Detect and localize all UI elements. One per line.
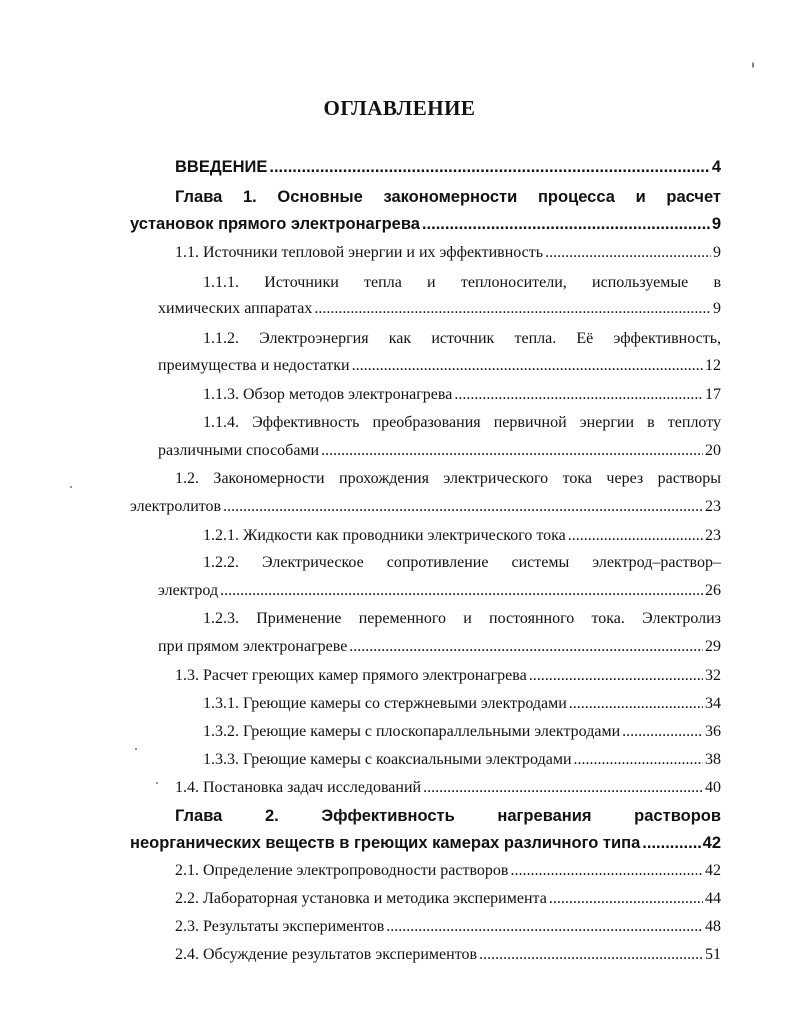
page-title: ОГЛАВЛЕНИЕ — [323, 96, 476, 120]
toc-entry-1-2-1[interactable] — [203, 525, 721, 547]
toc-entry-1-3[interactable] — [175, 665, 721, 687]
toc-entry-text: ВВЕДЕНИЕ — [175, 158, 268, 176]
dot-leader — [386, 916, 703, 938]
toc-entry-2-3[interactable] — [175, 916, 721, 938]
toc-entry-text: 1.3.1. Греющие камеры со стержневыми электродами — [203, 695, 567, 712]
toc-entry-2-1[interactable] — [175, 860, 721, 882]
toc-entry-text: электрод — [158, 582, 219, 599]
dot-leader — [269, 156, 709, 178]
toc-entry-text: неорганических веществ в греющих камерах различного типа — [130, 834, 641, 852]
toc-page-number: 23 — [705, 498, 721, 515]
toc-page-number: 40 — [705, 779, 721, 796]
dot-leader — [622, 721, 703, 743]
toc-page-number: 26 — [705, 582, 721, 599]
toc-entry-text: электролитов — [130, 498, 222, 515]
toc-entry-text: 1.1.3. Обзор методов электронагрева — [203, 386, 453, 403]
toc-entry-1-4[interactable] — [175, 777, 721, 799]
toc-entry-text: 2.3. Результаты экспериментов — [175, 918, 385, 935]
dot-leader — [545, 242, 711, 264]
dot-leader — [529, 665, 703, 687]
toc-entry-1-3-1[interactable] — [203, 693, 721, 715]
toc-entry-heading: 1.1.2. Электроэнергия как источник тепла. Её эффективность, — [203, 330, 721, 347]
toc-page-number: 48 — [705, 918, 721, 935]
toc-entry-1-1-3[interactable] — [203, 384, 721, 406]
toc-entry-1-3-3[interactable] — [203, 749, 721, 771]
toc-page-number: 29 — [705, 638, 721, 655]
dot-leader — [479, 944, 703, 966]
toc-page-number: 34 — [705, 695, 721, 712]
toc-entry-1-1-2[interactable] — [158, 355, 721, 377]
dot-leader — [422, 213, 710, 235]
toc-page-number: 9 — [713, 244, 721, 261]
dot-leader — [454, 384, 703, 406]
toc-entry-text: различными способами — [158, 442, 320, 459]
toc-entry-text: 1.3.2. Греющие камеры с плоскопараллельными электродами — [203, 723, 621, 740]
toc-page-number: 44 — [705, 890, 721, 907]
toc-entry-text: установок прямого электронагрева — [130, 215, 420, 233]
toc-page-number: 32 — [705, 667, 721, 684]
toc-entry-chapter-2[interactable] — [130, 832, 721, 854]
toc-entry-intro[interactable] — [175, 156, 721, 178]
toc-chapter-heading: Глава 1. Основные закономерности процесса и расчет — [175, 188, 721, 206]
toc-entry-text: 2.1. Определение электропроводности растворов — [175, 862, 509, 879]
toc-entry-text: 2.2. Лабораторная установка и методика эксперимента — [175, 890, 547, 907]
scan-speck — [752, 62, 754, 68]
scan-speck — [70, 486, 72, 488]
toc-page-number: 42 — [702, 834, 721, 852]
dot-leader — [352, 355, 703, 377]
toc-entry-heading: 1.1.1. Источники тепла и теплоносители, используемые в — [203, 274, 721, 291]
toc-page-number: 42 — [705, 862, 721, 879]
dot-leader — [220, 580, 703, 602]
toc-page-number: 38 — [705, 751, 721, 768]
toc-page-number: 9 — [713, 300, 721, 317]
dot-leader — [549, 888, 703, 910]
toc-entry-text: при прямом электронагреве — [158, 638, 348, 655]
toc-page-number: 12 — [705, 357, 721, 374]
toc-page-number: 17 — [705, 386, 721, 403]
toc-entry-1-1[interactable] — [175, 242, 721, 264]
dot-leader — [569, 693, 703, 715]
scan-speck — [156, 782, 158, 784]
toc-entry-text: химических аппаратах — [158, 300, 313, 317]
toc-entry-text: 1.3.3. Греющие камеры с коаксиальными электродами — [203, 751, 572, 768]
toc-entry-heading: 1.2.3. Применение переменного и постоянного тока. Электролиз — [203, 610, 721, 627]
dot-leader — [349, 636, 703, 658]
toc-entry-1-2-3[interactable] — [158, 636, 721, 658]
scan-speck — [135, 748, 137, 750]
toc-chapter-heading: Глава 2. Эффективность нагревания растворов — [175, 807, 721, 825]
toc-entry-1-2[interactable] — [130, 496, 721, 518]
dot-leader — [568, 525, 703, 547]
toc-entry-1-1-4[interactable] — [158, 440, 721, 462]
toc-entry-text: 2.4. Обсуждение результатов экспериментов — [175, 946, 478, 963]
toc-entry-heading: 1.2. Закономерности прохождения электрического тока через растворы — [175, 470, 721, 487]
dot-leader — [423, 777, 703, 799]
toc-page-number: 20 — [705, 442, 721, 459]
dot-leader — [223, 496, 703, 518]
dot-leader — [510, 860, 703, 882]
toc-entry-1-2-2[interactable] — [158, 580, 721, 602]
toc-entry-2-4[interactable] — [175, 944, 721, 966]
toc-entry-text: 1.2.1. Жидкости как проводники электрического тока — [203, 527, 566, 544]
toc-entry-1-1-1[interactable] — [158, 298, 721, 320]
toc-entry-text: 1.3. Расчет греющих камер прямого электронагрева — [175, 667, 527, 684]
toc-page-number: 23 — [705, 527, 721, 544]
toc-entry-heading: 1.1.4. Эффективность преобразования первичной энергии в теплоту — [203, 414, 721, 431]
toc-entry-chapter-1[interactable] — [130, 213, 721, 235]
toc-page-number: 36 — [705, 723, 721, 740]
toc-entry-1-3-2[interactable] — [203, 721, 721, 743]
dot-leader — [642, 832, 700, 854]
toc-page-number: 4 — [711, 158, 721, 176]
dot-leader — [321, 440, 703, 462]
dot-leader — [314, 298, 711, 320]
toc-page-number: 51 — [705, 946, 721, 963]
toc-entry-text: 1.1. Источники тепловой энергии и их эффективность — [175, 244, 544, 261]
dot-leader — [574, 749, 704, 771]
toc-entry-heading: 1.2.2. Электрическое сопротивление системы электрод–раствор– — [203, 554, 721, 571]
toc-page-number: 9 — [711, 215, 721, 233]
toc-entry-text: преимущества и недостатки — [158, 357, 350, 374]
toc-entry-2-2[interactable] — [175, 888, 721, 910]
toc-entry-text: 1.4. Постановка задач исследований — [175, 779, 422, 796]
